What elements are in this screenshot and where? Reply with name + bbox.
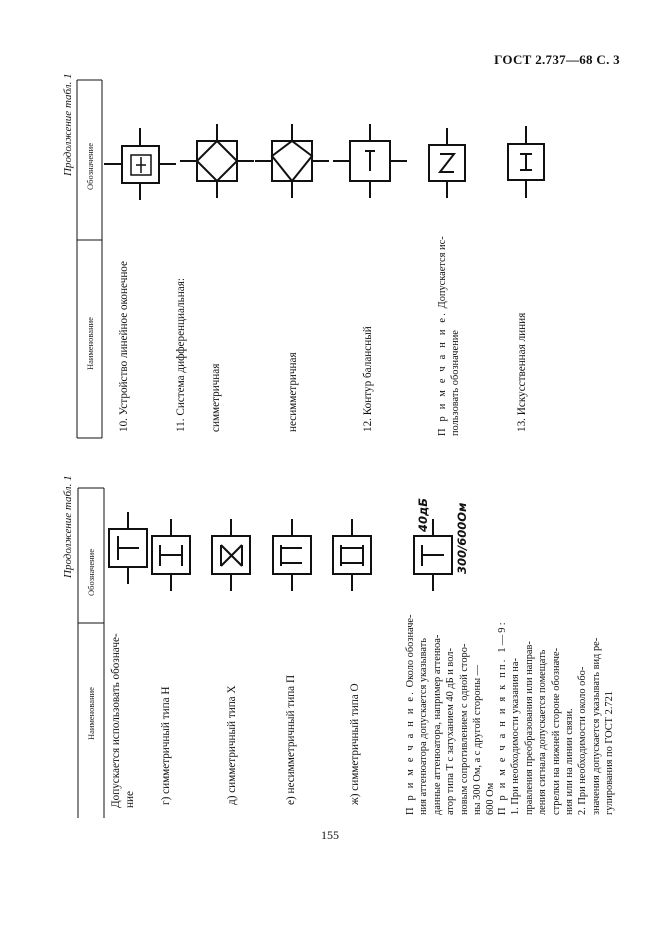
page-number: 155 [321, 828, 339, 842]
right-row-12: 12. Контур балансный [362, 326, 374, 432]
left-row-e: е) несимметричный типа П [285, 674, 297, 805]
right-row-11-asym: несимметричная [287, 352, 299, 432]
balance-circuit-symbol [333, 124, 407, 198]
left-col-name-header: Наименование [86, 687, 96, 740]
left-table-caption: Продолжение табл. 1 [62, 475, 74, 578]
right-note: П р и м е ч а н и е. Допускается ис- пользовать обозначение [437, 236, 462, 436]
right-row-11-sym: симметричная [210, 363, 222, 432]
left-row-d: д) симметричный типа Х [226, 685, 238, 805]
left-note-2-label: П р и м е ч а н и я к пп. 1—9: [497, 620, 508, 815]
artificial-line-symbol [508, 126, 544, 198]
left-note-1: П р и м е ч а н и е. Около обозначе- ния аттенюатора допускается указывать данные аттенюатора, например аттенюа- атор типа Т с затуханием 40 дБ и вол- новым сопротивлением с одной сторо- ны 300 Ом, а с другой стороны — 600 Ом [405, 614, 497, 815]
left-row-1-line-1: Допускается использовать обозначе- [110, 633, 122, 808]
left-note-2: П р и м е ч а н и я к пп. 1—9: 1. При необходимости указания на- правления преобразования или направ- ления сигнала допускается помещать стрелки на нижней стороне обозначе- ния или на линии связи. 2. При необходимости около обо- значения допускается указывать вид ре- гулирования по ГОСТ 2.721 [497, 620, 616, 815]
right-note-label: П р и м е ч а н и е. [437, 311, 448, 436]
document-header: ГОСТ 2.737—68 С. 3 [494, 52, 620, 67]
balance-circuit-alt-symbol [429, 128, 465, 198]
diff-system-symmetric-symbol [180, 124, 254, 198]
right-col-name-header: Наименование [85, 317, 95, 370]
right-col-symbol-header: Обозначение [85, 143, 95, 190]
diff-system-asymmetric-symbol [255, 124, 329, 198]
left-row-1-line-2: ние [124, 791, 136, 808]
left-note-1-label: П р и м е ч а н и е. [405, 690, 416, 815]
left-row-g: г) симметричный типа Н [160, 686, 172, 805]
handwritten-attenuation: 40дБ [416, 497, 430, 532]
right-row-13: 13. Искусственная линия [516, 312, 528, 432]
left-col-symbol-header: Обозначение [86, 549, 96, 596]
right-row-11: 11. Система дифференциальная: [175, 278, 187, 432]
handwritten-impedance: 300/600Ом [455, 502, 469, 574]
right-table-caption: Продолжение табл. 1 [62, 73, 74, 176]
terminal-device-symbol [104, 128, 176, 200]
left-row-zh: ж) симметричный типа О [349, 683, 361, 805]
right-row-10: 10. Устройство линейное оконечное [118, 260, 130, 432]
